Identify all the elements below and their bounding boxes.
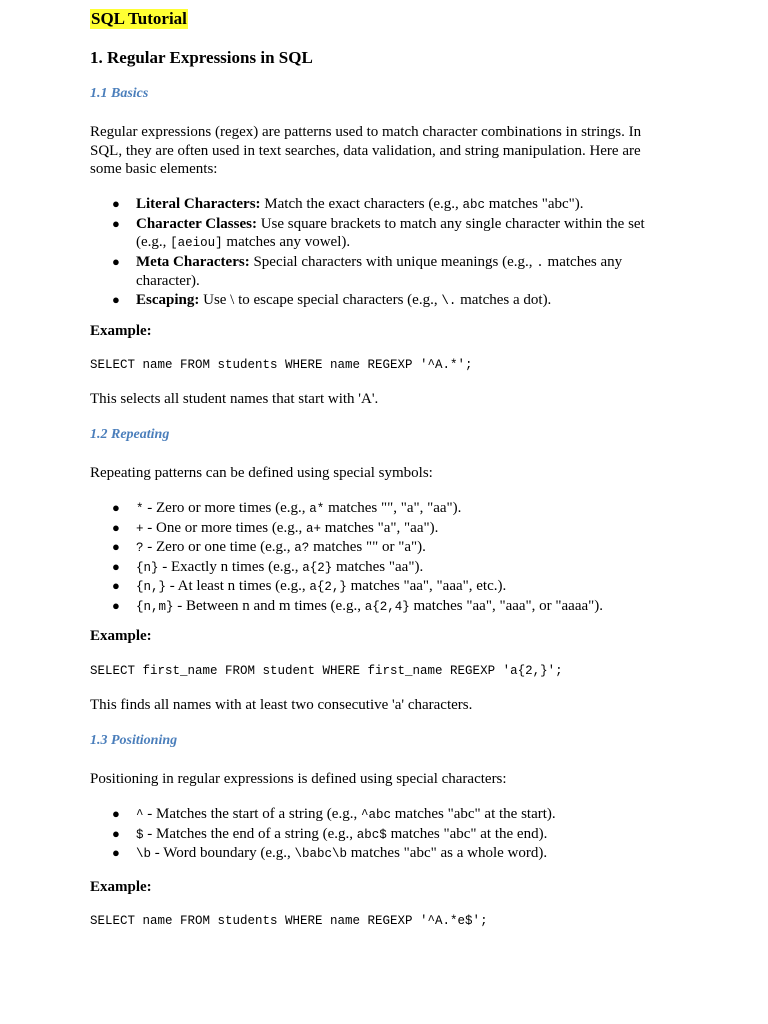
example-label: Example: <box>90 879 152 895</box>
bullet-icon: ● <box>112 215 120 231</box>
basics-explanation: This selects all student names that start with 'A'. <box>90 391 379 407</box>
bullet-icon: ● <box>112 597 120 613</box>
subsection-heading-basics: 1.1 Basics <box>90 86 149 101</box>
list-item: ● {n} - Exactly n times (e.g., a{2} matches "aa"). <box>112 558 424 575</box>
bullet-icon: ● <box>112 291 120 307</box>
subsection-heading-repeating: 1.2 Repeating <box>90 427 170 442</box>
code-block: SELECT name FROM students WHERE name REGEXP '^A.*e$'; <box>90 914 488 928</box>
bullet-icon: ● <box>112 845 120 860</box>
code-block: SELECT first_name FROM student WHERE first_name REGEXP 'a{2,}'; <box>90 664 563 678</box>
positioning-list <box>90 805 650 864</box>
bullet-icon: ● <box>112 253 120 269</box>
basics-intro: Regular expressions (regex) are patterns used to match character combinations in strings. In SQL, they are often used in text searches, data validation, and string manipulation. Here are some basic elements: <box>90 124 642 177</box>
code-block: SELECT name FROM students WHERE name REGEXP '^A.*'; <box>90 358 473 372</box>
example-label: Example: <box>90 323 152 339</box>
list-item: ● Escaping: Use \ to escape special characters (e.g., \. matches a dot). <box>112 291 552 308</box>
list-item: ● + - One or more times (e.g., a+ matches "a", "aa"). <box>112 519 439 536</box>
section-heading: 1. Regular Expressions in SQL <box>90 48 313 67</box>
list-item: ● ? - Zero or one time (e.g., a? matches "" or "a"). <box>112 539 426 555</box>
positioning-intro: Positioning in regular expressions is defined using special characters: <box>90 771 507 787</box>
list-item: ● ^ - Matches the start of a string (e.g., ^abc matches "abc" at the start). <box>112 806 556 822</box>
basics-list <box>90 195 650 310</box>
repeating-list <box>90 499 650 616</box>
list-item: ● \b - Word boundary (e.g., \babc\b matches "abc" as a whole word). <box>112 845 548 861</box>
document-title: SQL Tutorial <box>91 9 187 28</box>
repeating-explanation: This finds all names with at least two consecutive 'a' characters. <box>90 697 473 713</box>
example-label: Example: <box>90 628 152 644</box>
bullet-icon: ● <box>112 500 120 515</box>
list-item: ● $ - Matches the end of a string (e.g., abc$ matches "abc" at the end). <box>112 825 548 842</box>
bullet-icon: ● <box>112 558 120 574</box>
bullet-icon: ● <box>112 519 120 535</box>
bullet-icon: ● <box>112 196 120 211</box>
bullet-icon: ● <box>112 806 120 821</box>
bullet-icon: ● <box>112 578 120 593</box>
repeating-intro: Repeating patterns can be defined using special symbols: <box>90 465 433 481</box>
subsection-heading-positioning: 1.3 Positioning <box>90 733 178 748</box>
list-item: ● Literal Characters: Match the exact characters (e.g., abc matches "abc"). <box>112 196 584 212</box>
list-item: ● Meta Characters: Special characters with unique meanings (e.g., . matches any character). <box>112 253 623 289</box>
list-item: ● {n,} - At least n times (e.g., a{2,} matches "aa", "aaa", etc.). <box>112 578 507 594</box>
bullet-icon: ● <box>112 825 120 841</box>
bullet-icon: ● <box>112 539 120 554</box>
list-item: ● {n,m} - Between n and m times (e.g., a{2,4} matches "aa", "aaa", or "aaaa"). <box>112 597 604 614</box>
list-item: ● Character Classes: Use square brackets to match any single character within the set (e.g., [aeiou] matches any vowel). <box>112 215 645 250</box>
list-item: ● * - Zero or more times (e.g., a* matches "", "a", "aa"). <box>112 500 462 516</box>
